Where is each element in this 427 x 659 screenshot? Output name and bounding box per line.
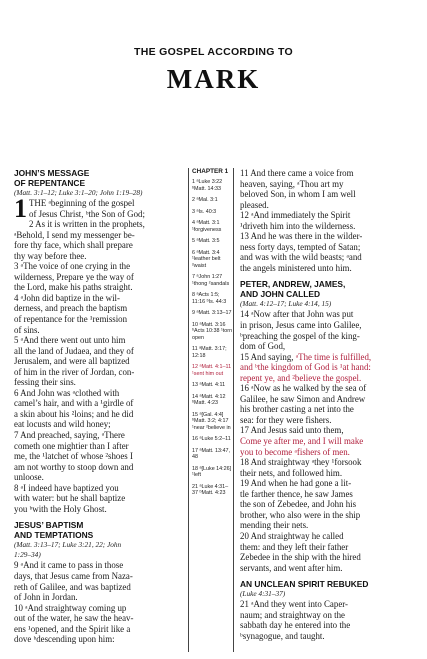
verse-line: fore thy face, which shall prepare	[14, 240, 133, 251]
left-text-column	[14, 168, 186, 645]
cross-reference-note: 13 ᵃMatt. 4:11	[192, 382, 226, 388]
verse-line: ens ¹opened, and the Spirit like a	[14, 623, 131, 634]
verse-line: naum; and straightway on the	[240, 609, 345, 620]
verse-line: the son of Zebedee, and John his	[240, 499, 357, 510]
section-heading: PETER, ANDREW, JAMES,	[240, 279, 346, 290]
verse-line: 16 ᵃNow as he walked by the sea of	[240, 383, 367, 394]
verse-line: you ᵇwith the Holy Ghost.	[14, 503, 107, 514]
verse-text: THE ᵃbeginning of the gospel	[29, 198, 135, 208]
book-subtitle: THE GOSPEL ACCORDING TO	[134, 46, 293, 58]
section-heading: JOHN’S MESSAGE	[14, 168, 90, 178]
verse-line: the angels ministered unto him.	[240, 262, 352, 273]
right-text-column	[240, 168, 418, 641]
verse-line: 12 ᵃAnd immediately the Spirit	[240, 210, 351, 221]
verse-line: 21 ᵃAnd they went into Caper-	[240, 599, 348, 610]
verse-line: servants, and went after him.	[240, 562, 343, 573]
verse-line: 13 And he was there in the wilder-	[240, 231, 363, 242]
verse-line: 11 And there came a voice from	[240, 168, 354, 178]
cross-reference-note: 14 ᵃMatt. 4:12 ᵇMatt. 4:23	[192, 393, 226, 406]
verse-line: ᵃBehold, I send my messenger be-	[14, 229, 135, 240]
verse-line: am not worthy to stoop down and	[14, 461, 134, 472]
cross-reference-note: 2 ᵃMal. 3:1	[192, 197, 218, 203]
parallel-reference: (Matt. 3:1–12; Luke 3:1–20; John 1:19–28)	[14, 188, 143, 197]
cross-reference-note: 16 ᵃLuke 5:2–11	[192, 436, 231, 442]
verse-line: ᵇpreaching the gospel of the king-	[240, 330, 360, 341]
verse-line: 6 And John was ᵃclothed with	[14, 387, 120, 398]
verse-line: 5 ᵃAnd there went out unto him	[14, 335, 126, 346]
verse-line: cometh one mightier than I after	[14, 440, 129, 451]
verse-line: 8 ᵃI indeed have baptized you	[14, 482, 119, 493]
verse-line: ᵇsynagogue, and taught.	[240, 630, 325, 641]
verse-line: 3 ᵃThe voice of one crying in the	[14, 261, 131, 272]
verse-line: 4 ᵃJohn did baptize in the wil-	[14, 292, 120, 303]
verse-line: with water: but he shall baptize	[14, 493, 126, 504]
verse-line: dove ᵇdescending upon him:	[14, 634, 115, 645]
parallel-reference: (Luke 4:31–37)	[240, 589, 286, 599]
verse-line: the Lord, make his paths straight.	[14, 282, 133, 293]
verse-line: Galilee, he saw Simon and Andrew	[240, 393, 366, 404]
chapter-label: CHAPTER 1	[192, 168, 229, 175]
page-header	[0, 46, 427, 95]
cross-reference-notes	[192, 179, 233, 497]
cross-reference-note: 11 ᵃMatt. 3:17; 12:18	[192, 346, 227, 359]
parallel-reference: (Matt. 3:13–17; Luke 3:21, 22; John	[14, 540, 122, 550]
verse-line: 14 ᵃNow after that John was put	[240, 309, 354, 320]
cross-reference-note: 18 ᵃ[Luke 14:26] ¹left	[192, 465, 232, 478]
verse-line: eat locusts and wild honey;	[14, 419, 111, 430]
section-heading: OF REPENTANCE	[14, 178, 86, 188]
verse-line: 18 And straightway ᵃthey ¹forsook	[240, 457, 362, 468]
verse-line: Zebedee in the ship with the hired	[240, 552, 361, 563]
verse-line: sabbath day he entered into the	[240, 620, 351, 631]
verse-line: 9 ᵃAnd it came to pass in those	[14, 560, 124, 571]
verse-line: heaven, saying, ᵃThou art my	[240, 178, 344, 189]
verse-line: and was with the wild beasts; ᵃand	[240, 252, 362, 263]
verse-line: thy way before thee.	[14, 250, 87, 261]
verse-line: me, the ¹latchet of whose ²shoes I	[14, 451, 133, 462]
verse-line: brother, who also were in the ship	[240, 509, 361, 520]
parallel-reference: (Matt. 4:12–17; Luke 4:14, 15)	[240, 299, 332, 309]
verse-line: 7 And preached, saying, ᵃThere	[14, 430, 125, 441]
verse-line: unloose.	[14, 472, 44, 483]
cross-reference-note: 3 ᵃIs. 40:3	[192, 208, 217, 215]
verse-line	[240, 352, 418, 363]
section-heading: AN UNCLEAN SPIRIT REBUKED	[240, 579, 369, 590]
verse-line: of John in Jordan.	[14, 592, 78, 603]
verse-line: sea: for they were fishers.	[240, 414, 332, 425]
verse-line: out of the water, he saw the heav-	[14, 613, 134, 624]
verse-line: 10 ᵃAnd straightway coming up	[14, 602, 127, 613]
section-heading: AND JOHN CALLED	[240, 289, 321, 300]
verse-line: 20 And straightway he called	[240, 530, 344, 541]
cross-reference-note: 17 ᵃMatt. 13:47, 48	[192, 447, 230, 460]
verse-line: fessing their sins.	[14, 377, 76, 388]
verse-line: Jerusalem, and were all baptized	[14, 356, 130, 367]
reference-column	[188, 168, 234, 652]
verse-line: wilderness, Prepare ye the way of	[14, 271, 134, 282]
cross-reference-note: 21 ᵃLuke 4:31–37 ᵇMatt. 4:23	[192, 483, 229, 496]
verse-line: of Jesus Christ, ᵇthe Son of God;	[29, 208, 145, 219]
verse-line: of sins.	[14, 324, 40, 335]
verse-line: of repentance for the ¹remission	[14, 314, 128, 325]
cross-reference-note: 5 ᵃMatt. 3:5	[192, 238, 220, 244]
words-of-christ: you to become ᵃfishers of men.	[240, 446, 350, 457]
verse-line: in prison, Jesus came into Galilee,	[240, 320, 362, 331]
section-heading: JESUS’ BAPTISM	[14, 520, 84, 531]
verse-line: tle farther thence, he saw James	[240, 488, 353, 499]
verse-line: mending their nets.	[240, 520, 309, 531]
cross-reference-note: 4 ᵃMatt. 3:1 ¹forgiveness	[192, 220, 222, 233]
parallel-reference: 1:29–34)	[14, 550, 41, 560]
cross-reference-note: 10 ᵃMatt. 3:16 ᵇActs 10:38 ¹torn open	[192, 321, 233, 341]
book-title: MARK	[166, 64, 261, 94]
cross-reference-note: 12 ᵃMatt. 4:1–11 ¹sent him out	[192, 364, 232, 377]
cross-reference-note: 9 ᵃMatt. 3:13–17	[192, 310, 232, 316]
words-of-christ: ᵃThe time is fulfilled,	[295, 351, 372, 362]
verse-line: camel’s hair, and with a ¹girdle of	[14, 398, 134, 409]
cross-reference-note: 15 ᵃ[Gal. 4:4] ᵇMatt. 3:2; 4:17 ¹near ²believe in	[192, 411, 231, 431]
verse-line: dom of God,	[240, 341, 286, 352]
cross-reference-note: 8 ᵃActs 1:5; 11:16 ᵇIs. 44:3	[192, 292, 227, 305]
verse-line: a skin about his ²loins; and he did	[14, 408, 134, 419]
cross-reference-note: 1 ᵃLuke 3:22 ᵇMatt. 14:33	[192, 179, 223, 192]
verse-line: pleased.	[240, 199, 269, 210]
verse-line: 2 As it is written in the prophets,	[29, 219, 145, 230]
verse-line: 19 And when he had gone a lit-	[240, 478, 352, 489]
verse-text: 15 And saying,	[240, 351, 296, 362]
verse-line: beloved Son, in whom I am well	[240, 189, 356, 200]
verse-line: ness forty days, tempted of Satan;	[240, 241, 361, 252]
verse-line: his brother casting a net into the	[240, 404, 354, 415]
cross-reference-note: 7 ᵃJohn 1:27 ¹thong ²sandals	[192, 274, 230, 287]
words-of-christ: repent ye, and ²believe the gospel.	[240, 372, 362, 383]
verse-line: of him in the river of Jordan, con-	[14, 366, 135, 377]
words-of-christ: Come ye after me, and I will make	[240, 436, 364, 447]
words-of-christ: and ᵇthe kingdom of God is ¹at hand:	[240, 362, 371, 373]
cross-reference-note: 6 ᵃMatt. 3:4 ¹leather belt ²waist	[192, 249, 221, 269]
verse-line: 17 And Jesus said unto them,	[240, 425, 344, 436]
verse-line: their nets, and followed him.	[240, 467, 343, 478]
section-heading: AND TEMPTATIONS	[14, 530, 94, 541]
chapter-number: 1	[14, 194, 27, 223]
verse-line: them: and they left their father	[240, 541, 349, 552]
verse-line: derness, and preach the baptism	[14, 303, 128, 314]
verse-line: days, that Jesus came from Naza-	[14, 570, 133, 581]
verse-line: ¹driveth him into the wilderness.	[240, 220, 356, 231]
verse-line: reth of Galilee, and was baptized	[14, 581, 131, 592]
verse-line: all the land of Judaea, and they of	[14, 345, 134, 356]
